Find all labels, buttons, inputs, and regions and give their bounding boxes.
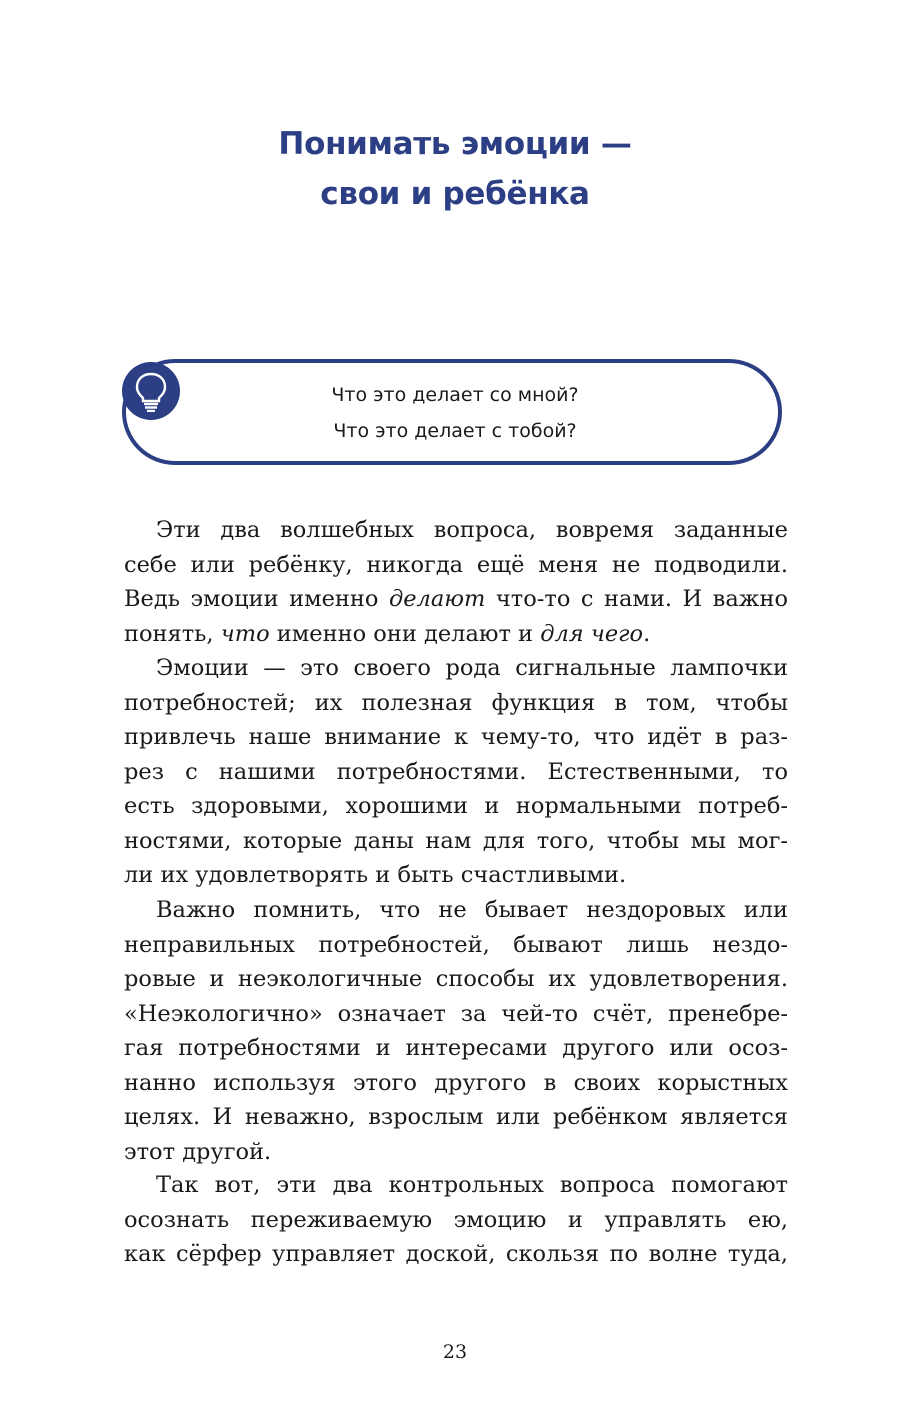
paragraph-1: [124, 513, 788, 651]
paragraph-3: [124, 893, 788, 1169]
text-segment: .: [643, 620, 651, 647]
paragraph-2-line-6: ностями, которые даны нам для того, чтобы мы мог-: [124, 827, 788, 854]
paragraph-3-line-3: ровые и неэкологичные способы их удовлетворения.: [124, 966, 788, 992]
text-segment: что-то с нами. И важно: [485, 586, 788, 612]
paragraph-2-line-1: Эмоции — это своего рода сигнальные лампочки: [156, 655, 788, 681]
paragraph-4-line-3: как сёрфер управляет доской, скользя по волне туда,: [124, 1241, 788, 1267]
paragraph-2: [124, 651, 788, 893]
paragraph-4: [124, 1168, 788, 1272]
paragraph-1-line-1: Эти два волшебных вопроса, вовремя заданные: [156, 517, 788, 543]
emphasis-text: делают: [388, 586, 486, 612]
paragraph-2-line-2: потребностей; их полезная функция в том, чтобы: [124, 689, 788, 716]
paragraph-3-line-4: «Неэкологично» означает за чей-то счёт, пренебре-: [124, 1000, 788, 1027]
paragraph-1-line-2: себе или ребёнку, никогда ещё меня не подводили.: [124, 551, 788, 578]
paragraph-2-line-7: ли их удовлетворять и быть счастливыми.: [124, 862, 627, 888]
emphasis-text: что: [220, 620, 270, 647]
text-segment: Ведь эмоции именно: [124, 586, 389, 612]
text-segment: именно они делают и: [269, 620, 541, 647]
paragraph-3-line-6: нанно используя этого другого в своих корыстных: [124, 1069, 788, 1096]
paragraph-1-line-4: [124, 617, 788, 652]
paragraph-3-line-2: неправильных потребностей, бывают лишь нездо-: [124, 931, 788, 958]
emphasis-text: для чего: [540, 620, 644, 647]
callout-box: [122, 359, 782, 465]
chapter-title-line-1: Понимать эмоции —: [278, 126, 632, 162]
paragraph-2-line-4: рез с нашими потребностями. Естественными, то: [124, 758, 788, 785]
paragraph-4-line-2: осознать переживаемую эмоцию и управлять ею,: [124, 1206, 788, 1233]
paragraph-3-line-7: целях. И неважно, взрослым или ребёнком является: [124, 1104, 788, 1130]
paragraph-2-line-3: привлечь наше внимание к чему-то, что идёт в раз-: [124, 724, 788, 750]
paragraph-3-line-5: гая потребностями и интересами другого или осоз-: [124, 1035, 788, 1061]
paragraph-2-line-5: есть здоровыми, хорошими и нормальными потреб-: [124, 793, 788, 819]
chapter-title-line-2: свои и ребёнка: [320, 176, 590, 212]
page-number: 23: [442, 1341, 468, 1363]
paragraph-3-line-1: Важно помнить, что не бывает нездоровых или: [156, 897, 788, 923]
paragraph-3-line-8: этот другой.: [124, 1138, 272, 1165]
callout-question-2: Что это делает с тобой?: [333, 420, 577, 442]
paragraph-4-line-1: Так вот, эти два контрольных вопроса помогают: [156, 1172, 788, 1198]
paragraph-1-line-3: [124, 582, 788, 617]
text-segment: понять,: [124, 620, 221, 647]
callout-question-1: Что это делает со мной?: [331, 384, 579, 406]
